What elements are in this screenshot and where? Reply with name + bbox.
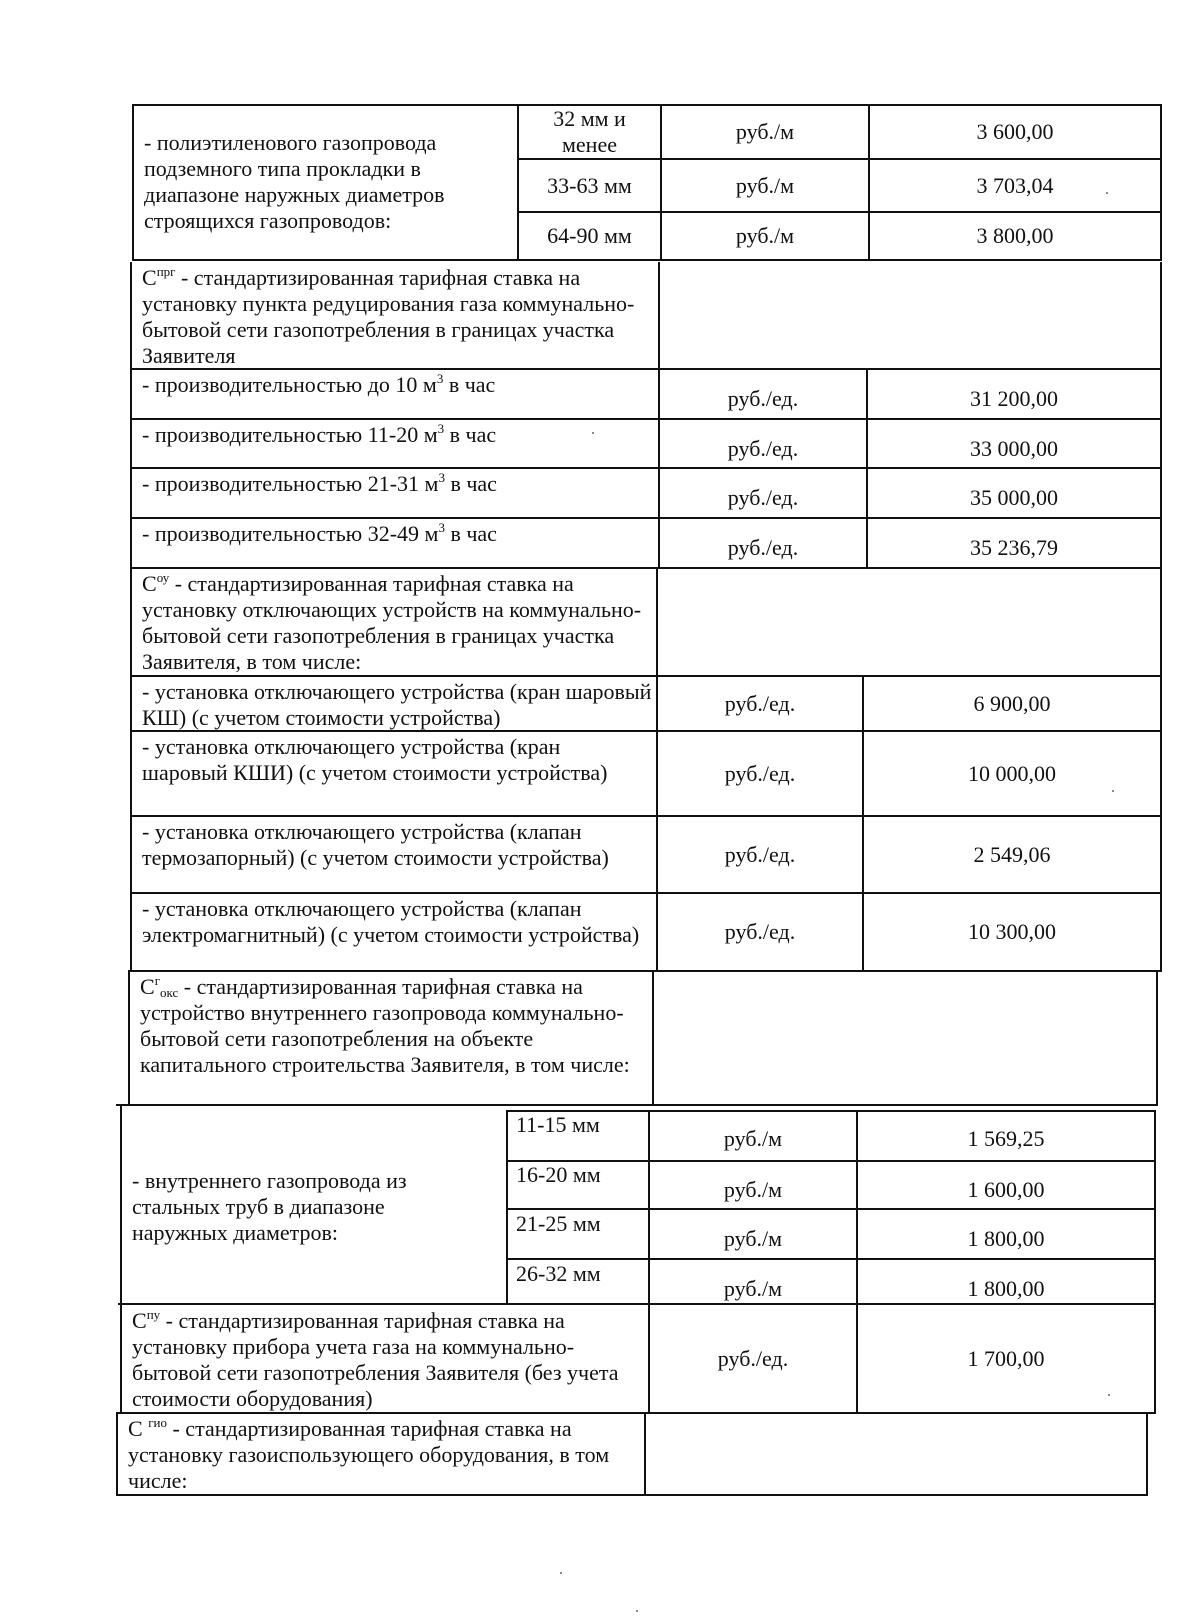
prg-symbol-sup: прг (156, 264, 176, 279)
pe-pipe-diameter: 33-63 мм (547, 172, 632, 198)
pu-label: - стандартизированная тарифная ставка на установку прибора учета газа на коммунально-бытовой сети газопотребления Заявителя (без учета стоимости оборудования) (132, 1308, 619, 1411)
pu-symbol-sup: пу (146, 1307, 161, 1322)
steel-pipe-value: 1 569,25 (967, 1126, 1045, 1151)
pe-pipe-diameter: 64-90 мм (547, 223, 632, 248)
ou-item-unit: руб./ед. (724, 690, 796, 716)
ou-item-label: - установка отключающего устройства (клапан термозапорный) (с учетом стоимости устройства) (142, 819, 609, 870)
ou-item-value: 6 900,00 (973, 690, 1051, 716)
steel-pipe-unit: руб./м (723, 1126, 783, 1151)
prg-item-unit: руб./ед. (727, 386, 799, 411)
steel-pipe-value: 1 600,00 (967, 1177, 1045, 1202)
steel-pipe-value: 1 800,00 (967, 1276, 1045, 1301)
scan-speck (560, 1572, 562, 1574)
prg-item-value: 35 236,79 (970, 535, 1058, 560)
scan-speck (1112, 790, 1114, 792)
scan-speck (1108, 1394, 1110, 1396)
gio-header (120, 1414, 644, 1496)
pe-pipe-unit: руб./м (735, 119, 795, 144)
prg-item-value: 33 000,00 (970, 436, 1058, 461)
ou-label: - стандартизированная тарифная ставка на установку отключающих устройств на коммунально-бытовой сети газопотребления в границах участка Заявителя, в том числе: (142, 571, 642, 674)
prg-item-unit: руб./ед. (727, 535, 799, 560)
steel-pipe-label: - внутреннего газопровода из стальных труб в диапазоне наружных диаметров: (132, 1168, 407, 1245)
scan-speck (1106, 192, 1108, 194)
steel-pipe-diameter: 26-32 мм (516, 1261, 601, 1286)
ou-header (134, 569, 654, 677)
prg-label: - стандартизированная тарифная ставка на установку пункта редуцирования газа коммунально-бытовой сети газопотребления в границах участка Заявителя (142, 265, 635, 368)
oks-header (132, 972, 652, 1080)
steel-pipe-diameter: 21-25 мм (516, 1211, 601, 1236)
prg-item-label: - производительностью 32-49 $м^3$ в час (142, 520, 497, 546)
gio-label: - стандартизированная тарифная ставка на установку газоиспользующего оборудования, в том числе: (128, 1416, 610, 1493)
ou-item-value: 10 300,00 (968, 919, 1056, 944)
scan-speck (592, 432, 594, 434)
ou-item-unit: руб./ед. (724, 841, 796, 867)
steel-pipe-unit: руб./м (723, 1177, 783, 1202)
steel-pipe-diameter: 11-15 мм (516, 1112, 600, 1137)
pe-pipe-value: 3 800,00 (976, 223, 1054, 248)
steel-pipe-diameter: 16-20 мм (516, 1162, 601, 1187)
steel-pipe-unit: руб./м (723, 1276, 783, 1301)
steel-pipe-unit: руб./м (723, 1226, 783, 1251)
prg-symbol: С (142, 265, 157, 290)
oks-symbol: С (140, 974, 155, 999)
pe-pipe-diameter: 32 мм и менее (553, 106, 626, 157)
pe-pipe-unit: руб./м (735, 223, 795, 248)
ou-item-value: 10 000,00 (968, 760, 1056, 786)
pu-value: 1 700,00 (967, 1345, 1045, 1371)
ou-symbol-sup: оу (156, 570, 170, 585)
pe-pipe-value: 3 703,04 (976, 172, 1054, 198)
prg-header (134, 263, 656, 371)
pu-unit: руб./ед. (717, 1345, 789, 1371)
oks-label: - стандартизированная тарифная ставка на устройство внутреннего газопровода коммунально-бытовой сети газопотребления на объекте капитального строительства Заявителя, в том числе: (140, 974, 630, 1077)
pe-pipe-label: - полиэтиленового газопровода подземного типа прокладки в диапазоне наружных диаметров строящихся газопроводов: (144, 130, 445, 233)
ou-item-unit: руб./ед. (724, 919, 796, 944)
ou-symbol: С (142, 571, 157, 596)
prg-item-label: - производительностью 11-20 $м^3$ в час (142, 421, 497, 447)
gio-symbol-sup: гио (148, 1415, 167, 1430)
prg-item-label: - производительностью 21-31 $м^3$ в час (142, 470, 497, 496)
prg-item-label: - производительностью до 10 $м^3$ в час (142, 371, 496, 397)
oks-symbol-sup: г (154, 973, 161, 988)
oks-symbol-sub: окс (160, 985, 179, 1000)
pu-symbol: С (132, 1308, 147, 1333)
pe-pipe-value: 3 600,00 (976, 119, 1054, 144)
gio-symbol: С (128, 1416, 149, 1441)
prg-item-unit: руб./ед. (727, 485, 799, 510)
pe-pipe-unit: руб./м (735, 172, 795, 198)
ou-item-label: - установка отключающего устройства (кран шаровый КШ) (с учетом стоимости устройства) (142, 679, 652, 730)
steel-pipe-value: 1 800,00 (967, 1226, 1045, 1251)
ou-item-label: - установка отключающего устройства (кран шаровый КШИ) (с учетом стоимости устройства) (142, 734, 608, 785)
ou-item-unit: руб./ед. (724, 760, 796, 786)
ou-item-label: - установка отключающего устройства (клапан электромагнитный) (с учетом стоимости устройства) (142, 896, 640, 947)
scan-speck (636, 1610, 638, 1612)
ou-item-value: 2 549,06 (973, 841, 1051, 867)
prg-item-value: 35 000,00 (970, 485, 1058, 510)
prg-item-unit: руб./ед. (727, 436, 799, 461)
pu-header (124, 1306, 646, 1414)
prg-item-value: 31 200,00 (970, 386, 1058, 411)
